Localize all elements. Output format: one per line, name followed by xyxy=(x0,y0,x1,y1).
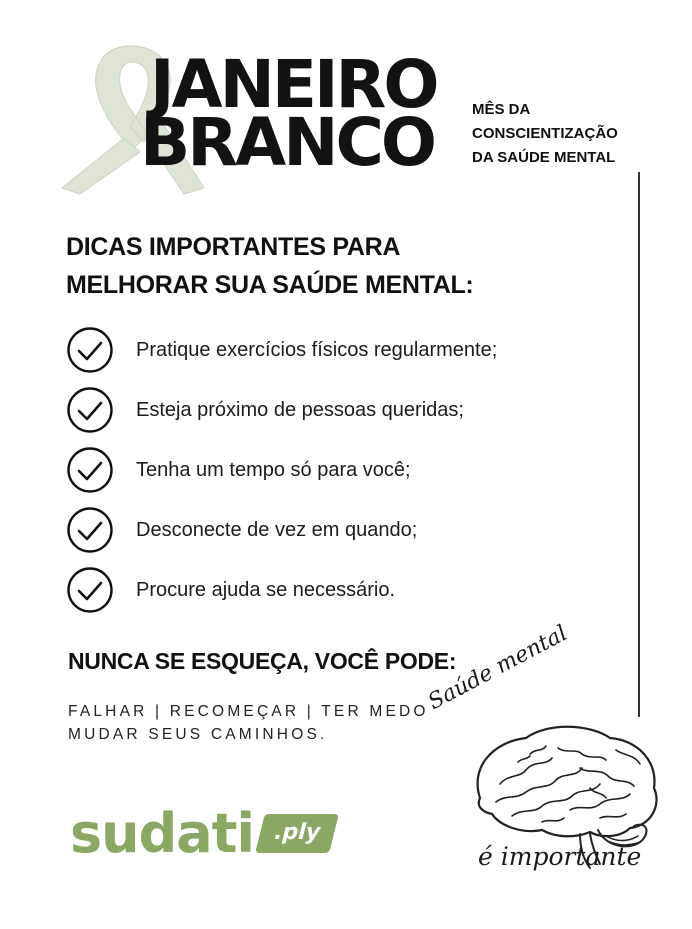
title-line-1: JANEIRO xyxy=(150,46,437,123)
reminder-lines xyxy=(68,700,468,746)
tip-text: Desconecte de vez em quando; xyxy=(136,518,418,541)
tip-text: Pratique exercícios físicos regularmente; xyxy=(136,338,498,361)
subtitle-line: MÊS DA xyxy=(472,101,531,118)
subtitle-line: CONSCIENTIZAÇÃO xyxy=(472,125,618,142)
art-script-bottom: é importante xyxy=(478,842,642,871)
art-script-top: Saúde mental xyxy=(424,620,572,715)
check-circle-icon xyxy=(66,446,114,494)
tip-item xyxy=(66,320,626,380)
check-circle-icon xyxy=(66,386,114,434)
subtitle-line: DA SAÚDE MENTAL xyxy=(472,149,616,166)
tip-text: Tenha um tempo só para você; xyxy=(136,458,411,481)
reminder-line: MUDAR SEUS CAMINHOS. xyxy=(68,726,328,743)
logo-badge: .ply xyxy=(255,814,339,853)
sudati-logo xyxy=(70,798,334,868)
subtitle xyxy=(472,98,672,170)
tip-item xyxy=(66,380,626,440)
vertical-divider xyxy=(638,172,640,717)
section-heading xyxy=(66,228,606,304)
reminder-heading: NUNCA SE ESQUEÇA, VOCÊ PODE: xyxy=(68,648,457,674)
check-circle-icon xyxy=(66,506,114,554)
section-heading-line: MELHORAR SUA SAÚDE MENTAL: xyxy=(66,271,474,299)
tips-list xyxy=(66,320,626,620)
reminder-line: FALHAR | RECOMEÇAR | TER MEDO xyxy=(68,703,429,720)
check-circle-icon xyxy=(66,326,114,374)
section-heading-line: DICAS IMPORTANTES PARA xyxy=(66,233,401,261)
check-circle-icon xyxy=(66,566,114,614)
logo-wordmark: sudati xyxy=(70,801,255,865)
title-line-2: BRANCO xyxy=(140,104,434,181)
tip-item xyxy=(66,500,626,560)
tip-item xyxy=(66,560,626,620)
tip-text: Procure ajuda se necessário. xyxy=(136,578,396,601)
tip-text: Esteja próximo de pessoas queridas; xyxy=(136,398,464,421)
tip-item xyxy=(66,440,626,500)
